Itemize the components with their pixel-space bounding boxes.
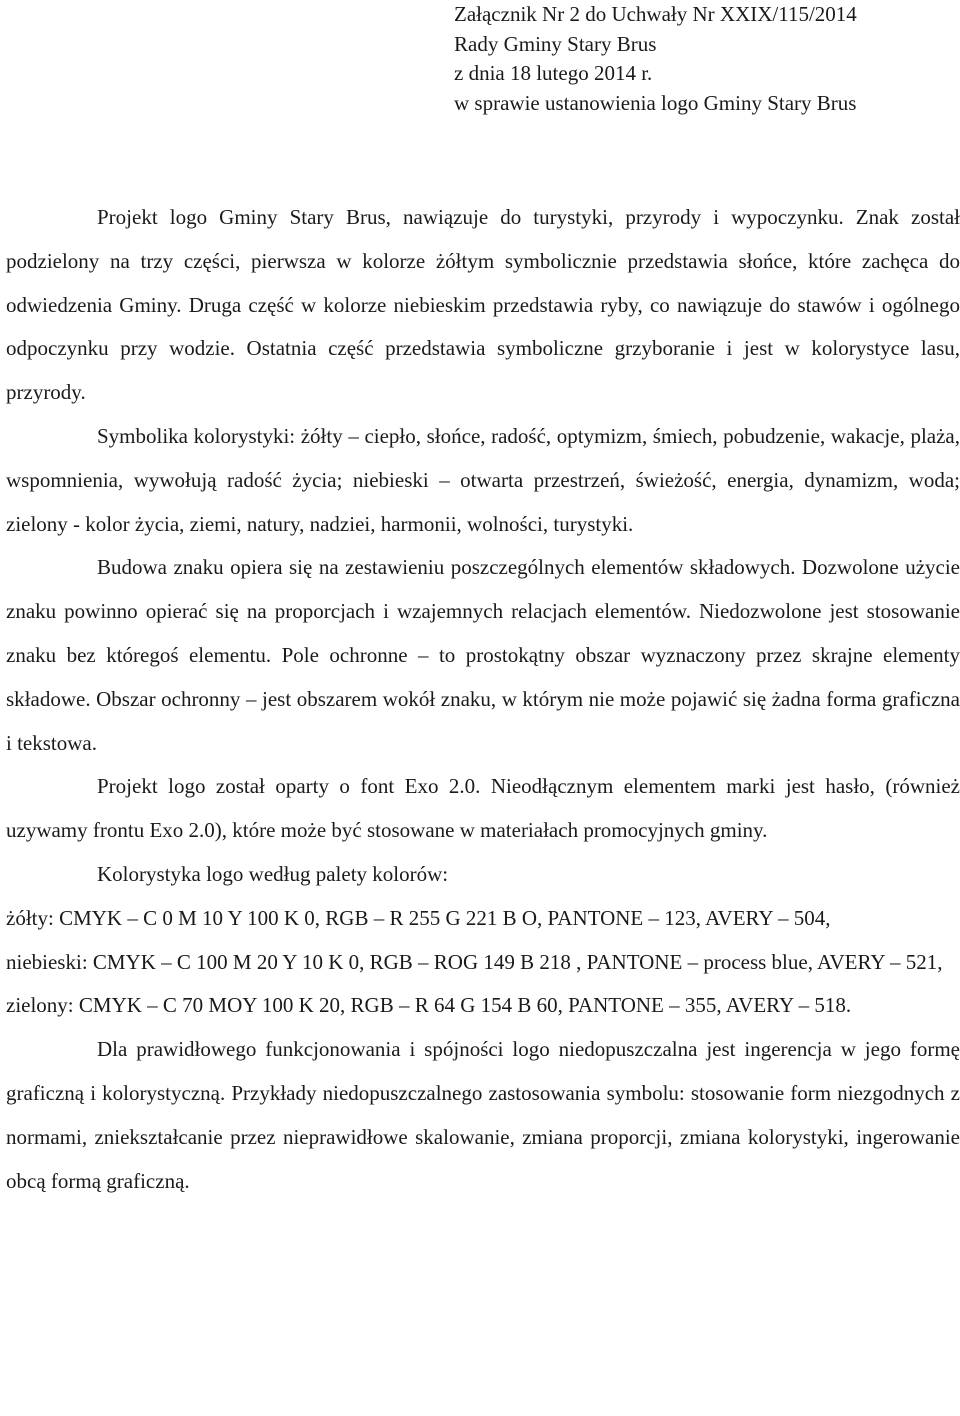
header-line-2: Rady Gminy Stary Brus: [454, 31, 657, 56]
header-line-1: Załącznik Nr 2 do Uchwały Nr XXIX/115/2014: [454, 2, 857, 26]
paragraph-prohibited-use: Dla prawidłowego funkcjonowania i spójności logo niedopuszczalna jest ingerencja w jego formę graficzną i kolorystyczną. Przykłady niedopuszczalnego zastosowania symbolu: stosowanie form niezgodnych z normami, zniekształcanie przez nieprawidłowe skalowanie, zmiana proporcji, zmiana kolorystyki, ingerowanie obcą formą graficzną.: [6, 1037, 960, 1193]
paragraph-palette-intro: Kolorystyka logo według palety kolorów:: [97, 861, 449, 886]
paragraph-color-symbolism: Symbolika kolorystyki: żółty – ciepło, słońce, radość, optymizm, śmiech, pobudzenie, wakacje, plaża, wspomnienia, wywołują radość życia; niebieski – otwarta przestrzeń, świeżość, energia, dynamizm, woda; zielony - kolor życia, ziemi, natury, nadziei, harmonii, wolności, turystyki.: [6, 423, 960, 536]
header-line-3: z dnia 18 lutego 2014 r.: [454, 61, 653, 85]
paragraph-sign-structure: Budowa znaku opiera się na zestawieniu poszczególnych elementów składowych. Dozwolone użycie znaku powinno opierać się na proporcjach i wzajemnych relacjach elementów. Niedozwolone jest stosowanie znaku bez któregoś elementu. Pole ochronne – to prostokątny obszar wyznaczony przez skrajne elementy składowe. Obszar ochronny – jest obszarem wokół znaku, w którym nie może pojawić się żadna forma graficzna i tekstowa.: [6, 555, 960, 755]
paragraph-blue-spec: niebieski: CMYK – C 100 M 20 Y 10 K 0, RGB – ROG 149 B 218 , PANTONE – process blue, AVERY – 521,: [6, 949, 943, 974]
attachment-header: [454, 0, 954, 118]
paragraph-font: Projekt logo został oparty o font Exo 2.0. Nieodłącznym elementem marki jest hasło, (również uzywamy frontu Exo 2.0), które może być stosowane w materiałach promocyjnych gminy.: [6, 774, 960, 843]
paragraph-logo-description: Projekt logo Gminy Stary Brus, nawiązuje do turystyki, przyrody i wypoczynku. Znak został podzielony na trzy części, pierwsza w kolorze żółtym symbolicznie przedstawia słońce, które zachęca do odwiedzenia Gminy. Druga część w kolorze niebieskim przedstawia ryby, co nawiązuje do stawów i ogólnego odpoczynku przy wodzie. Ostatnia część przedstawia symboliczne grzyboranie i jest w kolorystyce lasu, przyrody.: [6, 205, 960, 405]
header-line-4: w sprawie ustanowienia logo Gminy Stary Brus: [454, 90, 857, 115]
paragraph-green-spec: zielony: CMYK – C 70 MOY 100 K 20, RGB – R 64 G 154 B 60, PANTONE – 355, AVERY – 518.: [6, 993, 852, 1018]
document-body: [6, 196, 960, 1203]
paragraph-yellow-spec: żółty: CMYK – C 0 M 10 Y 100 K 0, RGB – R 255 G 221 B O, PANTONE – 123, AVERY – 504,: [6, 905, 831, 930]
